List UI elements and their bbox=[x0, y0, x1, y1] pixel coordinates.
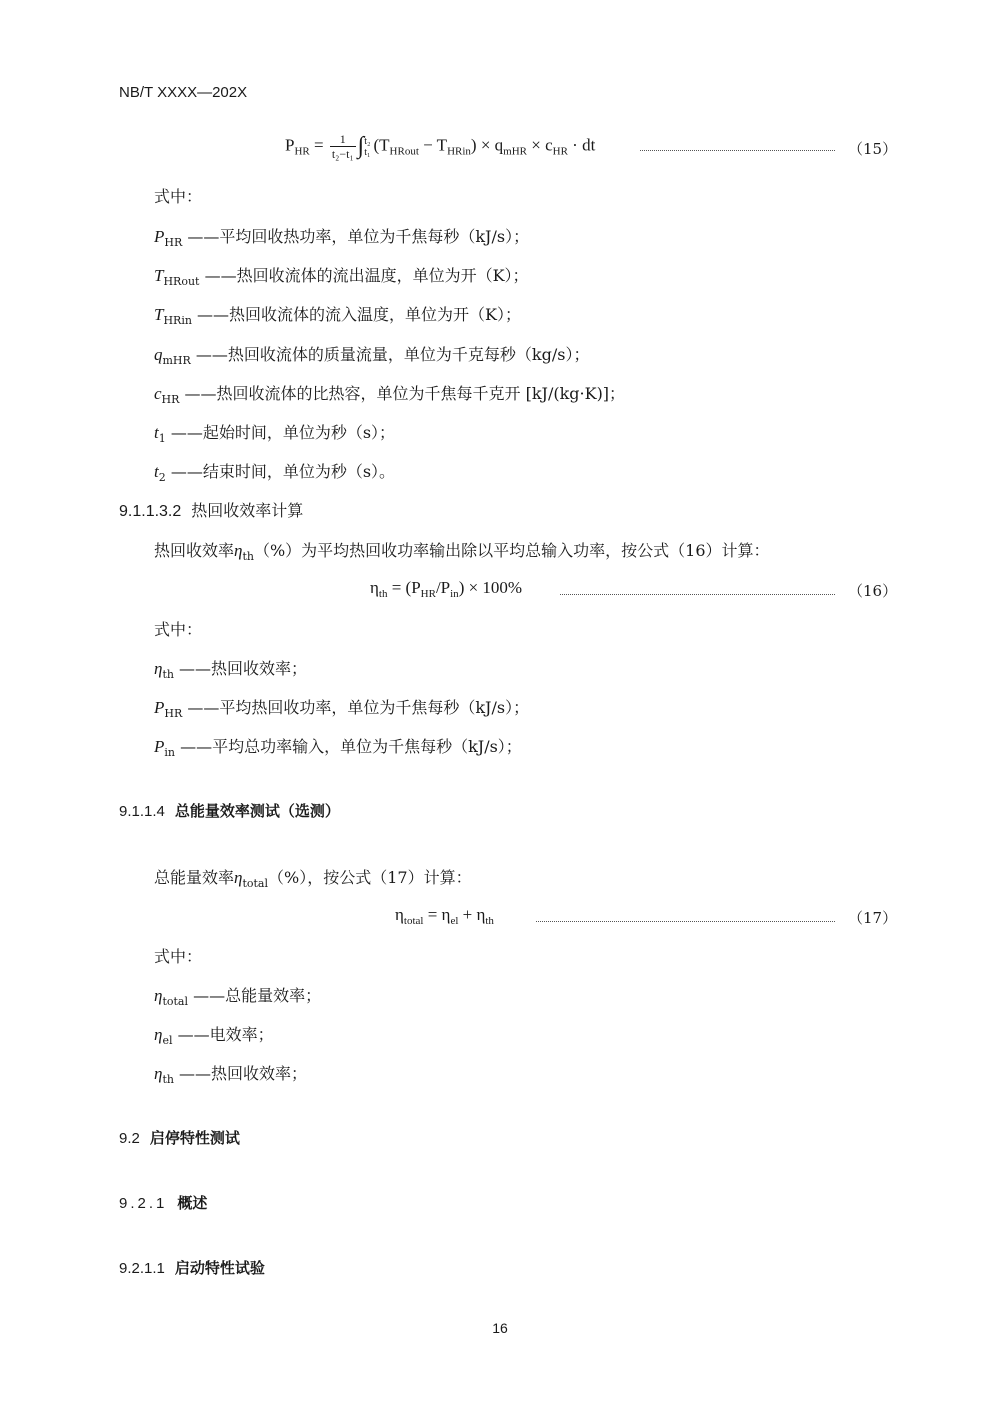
definition-item: $T_{HRout}$ ——热回收流体的流出温度，单位为开（K）； bbox=[154, 266, 529, 288]
definition-item: $\eta_{th}$ ——热回收效率； bbox=[154, 659, 308, 681]
eq15-lhs: P bbox=[285, 135, 295, 155]
eq15-fraction: $\frac{1}{\text{t₂−t₁}}$ bbox=[331, 132, 354, 161]
section-heading-9-2-1: 9.2.1 概述 bbox=[119, 1194, 208, 1212]
eq17-number: （17） bbox=[848, 909, 898, 927]
integral-sign: ∫ bbox=[357, 133, 365, 159]
definition-item: $\eta_{th}$ ——热回收效率； bbox=[154, 1064, 308, 1086]
eq16-leader-dots bbox=[560, 594, 835, 595]
intro-paragraph-17: 总能量效率$\eta_{total}(\%)$，按公式（17）计算： bbox=[154, 868, 472, 890]
definition-item: $c_{HR}$ ——热回收流体的比热容，单位为千焦每千克开 [kJ/(kg·K)]； bbox=[154, 384, 626, 406]
eq15-number: （15） bbox=[848, 140, 898, 158]
definition-item: $t_1$ ——起始时间，单位为秒（s）； bbox=[154, 423, 396, 445]
where-label: 式中： bbox=[154, 187, 203, 206]
eq17-leader-dots bbox=[536, 921, 835, 922]
eq15-lhs-sub: HR bbox=[294, 145, 310, 158]
definition-item: $P_{HR}$ ——平均回收热功率，单位为千焦每秒（kJ/s）； bbox=[154, 227, 530, 249]
definition-item: $P_{in}$ ——平均总功率输入，单位为千焦每秒（kJ/s）； bbox=[154, 737, 522, 759]
equation-17: $\eta_{total} = \eta_{el} + \eta_{th}$ bbox=[395, 905, 494, 927]
eq15-limits: t₂ t₁ bbox=[364, 135, 371, 158]
section-heading-9-1-1-4: 9.1.1.4 总能量效率测试（选测） bbox=[119, 802, 340, 820]
definition-item: $t_2$ ——结束时间，单位为秒（s）。 bbox=[154, 462, 396, 484]
eq15-leader-dots bbox=[640, 150, 835, 151]
definition-item: $q_{mHR}$ ——热回收流体的质量流量，单位为千克每秒（kg/s）； bbox=[154, 345, 590, 367]
where-label: 式中： bbox=[154, 620, 203, 639]
section-heading-9-2: 9.2 启停特性测试 bbox=[119, 1129, 240, 1147]
section-heading-9-1-1-3-2: 9.1.1.3.2 热回收效率计算 bbox=[119, 501, 304, 520]
document-header: NB/T XXXX—202X bbox=[119, 84, 248, 101]
definition-item: $P_{HR}$ ——平均热回收功率，单位为千焦每秒（kJ/s）； bbox=[154, 698, 530, 720]
page-number: 16 bbox=[492, 1320, 508, 1336]
equation-15: $P_{HR}$ = $\frac{1}{\text{t₂−t₁}}$ ∫ t₂ t₁ $(T_{HRout} - T_{HRin}) \times q_{mHR} \times c_{HR}$ · dt bbox=[285, 132, 596, 161]
intro-paragraph-16: 热回收效率$\eta_{th}(\%)$为平均热回收功率输出除以平均总输入功率，按公式（16）计算： bbox=[154, 541, 770, 563]
definition-item: $T_{HRin}$ ——热回收流体的流入温度，单位为开（K）； bbox=[154, 305, 522, 327]
definition-item: $\eta_{el}$ ——电效率； bbox=[154, 1025, 274, 1047]
eq16-number: （16） bbox=[848, 582, 898, 600]
definition-item: $\eta_{total}$ ——总能量效率； bbox=[154, 986, 322, 1008]
section-heading-9-2-1-1: 9.2.1.1 启动特性试验 bbox=[119, 1259, 265, 1277]
equation-16: $\eta_{th} = (P_{HR}/P_{in}) \times 100\%$ bbox=[370, 578, 523, 600]
where-label: 式中： bbox=[154, 947, 203, 966]
